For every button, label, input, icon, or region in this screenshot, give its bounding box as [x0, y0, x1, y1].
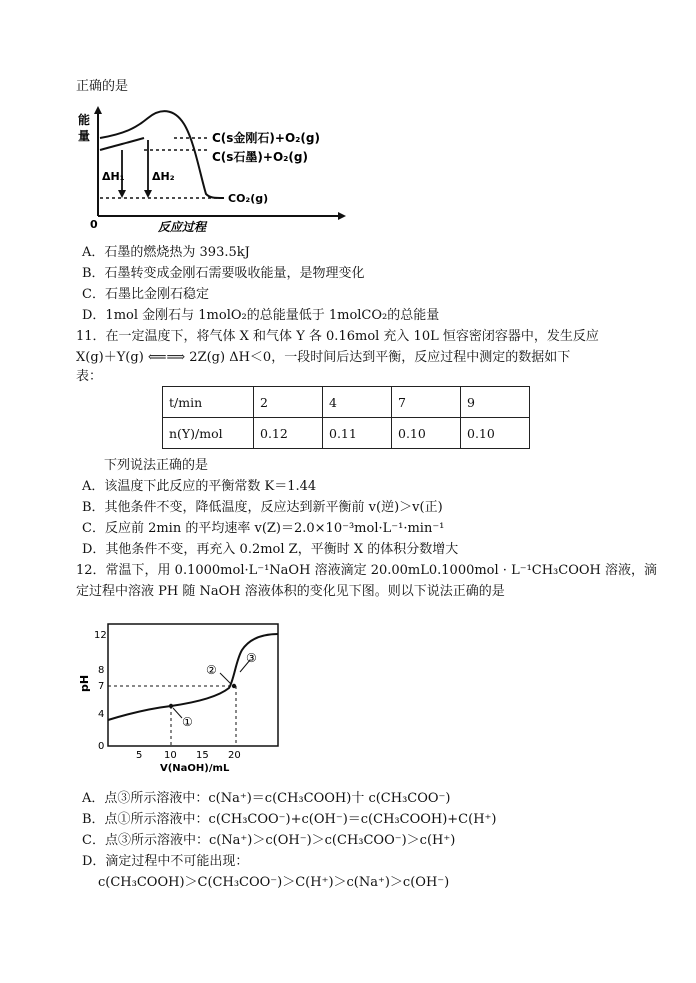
table-cell: 2: [254, 387, 323, 418]
ytick: 0: [98, 741, 105, 752]
q12-option-a: A．点③所示溶液中：c(Na⁺)＝c(CH₃COOH)十 c(CH₃COO⁻): [82, 791, 451, 806]
q11-line3: 表：: [76, 369, 103, 384]
table-cell: 4: [323, 387, 392, 418]
ylabel-bottom: 量: [78, 129, 91, 143]
origin-label: 0: [90, 218, 98, 231]
table-cell: 7: [392, 387, 461, 418]
co2-label: CO₂(g): [228, 192, 269, 205]
table-cell: 9: [461, 387, 530, 418]
q11-option-c: C．反应前 2min 的平均速率 v(Z)＝2.0×10⁻³mol·L⁻¹·min⁻¹: [82, 521, 445, 536]
intro-text: 正确的是: [76, 79, 129, 94]
dh2-label: ΔH₂: [152, 170, 175, 183]
table-cell: n(Y)/mol: [163, 418, 254, 449]
q11-line2: X(g)＋Y(g) ⟸⟹ 2Z(g) ΔH＜0，一段时间后达到平衡，反应过程中测定的数据如下: [76, 350, 571, 365]
ytick: 12: [94, 630, 107, 641]
titration-curve: [108, 634, 278, 720]
xlabel: 反应过程: [158, 220, 207, 234]
q12-option-d-cont: c(CH₃COOH)＞C(CH₃COO⁻)＞C(H⁺)＞c(Na⁺)＞c(OH⁻): [98, 875, 450, 890]
point-2: [232, 684, 236, 688]
q11-prompt: 下列说法正确的是: [104, 458, 209, 473]
q11-option-b: B．其他条件不变，降低温度，反应达到新平衡前 v(逆)＞v(正): [82, 500, 443, 515]
table-cell: 0.12: [254, 418, 323, 449]
table-row: [163, 387, 530, 418]
ytick: 4: [98, 709, 105, 720]
ylabel: pH: [78, 674, 91, 692]
graphite-label: C(s石墨)+O₂(g): [212, 150, 308, 164]
q10-option-d: D．1mol 金刚石与 1molO₂的总能量低于 1molCO₂的总能量: [82, 308, 440, 323]
q10-option-c: C．石墨比金刚石稳定: [82, 287, 209, 302]
titration-graph: [74, 618, 284, 778]
label-point-1: ①: [182, 715, 193, 729]
table-cell: 0.10: [461, 418, 530, 449]
data-table: [162, 386, 530, 449]
plot-frame: [108, 624, 278, 746]
q11-option-d: D．其他条件不变，再充入 0.2mol Z，平衡时 X 的体积分数增大: [82, 542, 459, 557]
table-cell: t/min: [163, 387, 254, 418]
table-row: [163, 418, 530, 449]
energy-diagram: [74, 104, 374, 234]
xtick: 5: [136, 750, 143, 761]
dh1-label: ΔH₁: [102, 170, 125, 183]
q11-option-a: A．该温度下此反应的平衡常数 K＝1.44: [82, 479, 317, 494]
xtick: 20: [228, 750, 241, 761]
q12-option-b: B．点①所示溶液中：c(CH₃COO⁻)+c(OH⁻)＝c(CH₃COOH)+C(H⁺): [82, 812, 497, 827]
xtick: 10: [164, 750, 177, 761]
xlabel: V(NaOH)/mL: [160, 763, 230, 774]
q10-option-b: B．石墨转变成金刚石需要吸收能量，是物理变化: [82, 266, 365, 281]
xtick: 15: [196, 750, 209, 761]
energy-curve: [100, 111, 224, 198]
table-cell: 0.11: [323, 418, 392, 449]
graphite-curve: [100, 138, 144, 150]
ytick: 8: [98, 665, 105, 676]
q12-line1: 12．常温下，用 0.1000mol·L⁻¹NaOH 溶液滴定 20.00mL0.1000mol · L⁻¹CH₃COOH 溶液，滴: [76, 563, 658, 578]
table-cell: 0.10: [392, 418, 461, 449]
diamond-label: C(s金刚石)+O₂(g): [212, 131, 320, 145]
q11-line1: 11．在一定温度下，将气体 X 和气体 Y 各 0.16mol 充入 10L 恒容密闭容器中，发生反应: [76, 329, 599, 344]
label-point-2: ②: [206, 663, 217, 677]
q12-line2: 定过程中溶液 PH 随 NaOH 溶液体积的变化见下图。则以下说法正确的是: [76, 584, 505, 599]
ylabel-top: 能: [78, 113, 91, 127]
label-point-3: ③: [246, 651, 257, 665]
q10-option-a: A．石墨的燃烧热为 393.5kJ: [82, 245, 250, 260]
q12-option-d: D．滴定过程中不可能出现：: [82, 854, 249, 869]
q12-option-c: C．点③所示溶液中：c(Na⁺)＞c(OH⁻)＞c(CH₃COO⁻)＞c(H⁺): [82, 833, 456, 848]
point-1: [169, 704, 173, 708]
ytick: 7: [98, 681, 105, 692]
